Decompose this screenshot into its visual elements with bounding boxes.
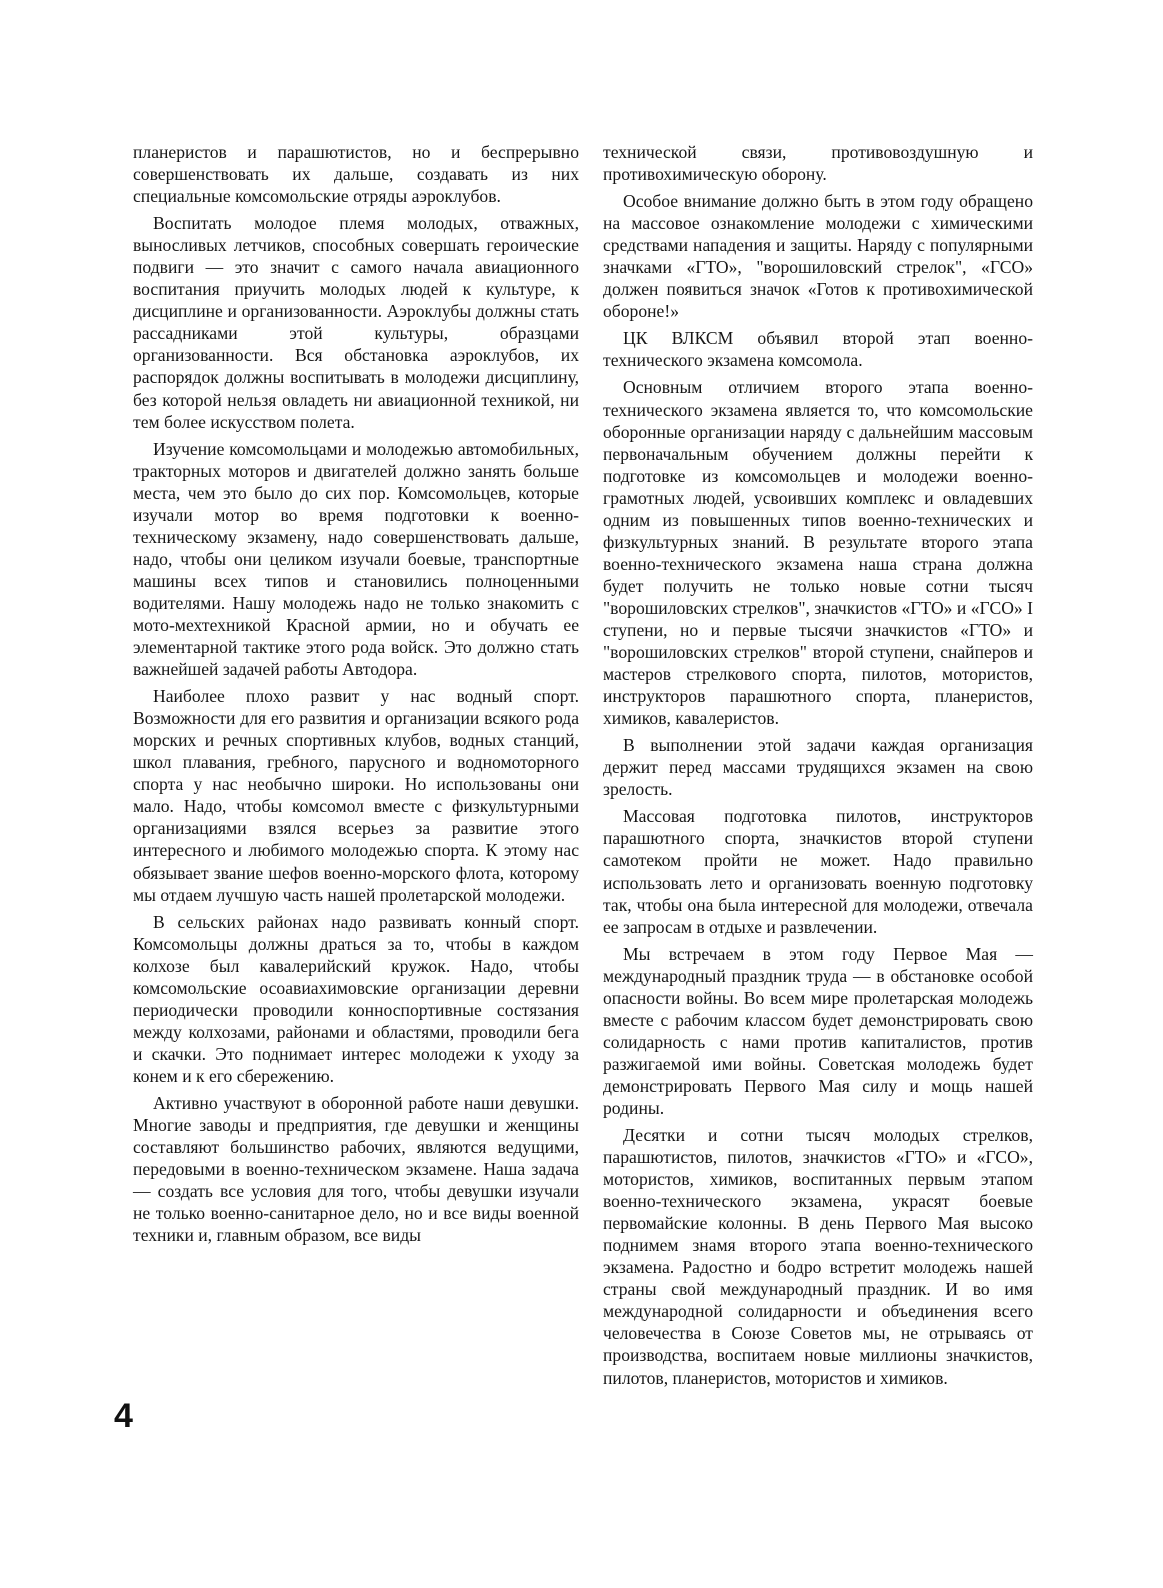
paragraph-continuation: технической связи, противовоздушную и противохимическую оборону. <box>603 142 1033 185</box>
paragraph-second-stage-announced: ЦК ВЛКСМ объявил второй этап военно-технического экзамена комсомола. <box>603 328 1033 371</box>
right-column <box>603 141 1033 1394</box>
paragraph-continued: планеристов и парашютистов, но и беспрерывно совершенствовать их дальше, создавать из них специальные комсомольские отряды аэроклубов. <box>133 142 579 207</box>
paragraph-aeroclub-discipline: Воспитать молодое племя молодых, отважных, выносливых летчиков, способных совершать героические подвиги — это значит с самого начала авиационного воспитания приучить молодых людей к культуре, к дисциплине и организованности. Аэроклубы должны стать рассадниками этой культуры, образцами организованности. Вся обстановка аэроклубов, их распорядок должны воспитывать в молодежи дисциплину, без которой нельзя овладеть ни авиационной техникой, ни тем более искусством полета. <box>133 213 579 432</box>
paragraph-may-day: Мы встречаем в этом году Первое Мая — международный праздник труда — в обстановке особой опасности войны. Во всем мире пролетарская молодежь вместе с рабочим классом будет демонстрировать свою солидарность с нами против капиталистов, против разжигаемой ими войны. Советская молодежь будет демонстрировать Первого Мая силу и мощь нашей родины. <box>603 943 1033 1118</box>
paragraph-second-stage-difference: Основным отличием второго этапа военно-технического экзамена является то, что комсомольские оборонные организации наряду с дальнейшим массовым первоначальным обучением должны перейти к подготовке из комсомольцев и молодежи военно-грамотных людей, усвоивших комплекс и овладевших одним из повышенных типов военно-технических и физкультурных знаний. В результате второго этапа военно-технического экзамена наша страна должна будет получить не только новые сотни тысяч "ворошиловских стрелков", значкистов «ГТО» и «ГСО» I ступени, но и первые тысячи значкистов «ГТО» и "ворошиловских стрелков" второй ступени, снайперов и мастеров стрелкового спорта, пилотов, мотористов, инструкторов парашютного спорта, планеристов, химиков, кавалеристов. <box>603 377 1033 729</box>
left-column <box>133 141 579 1251</box>
page-number: 4 <box>114 1397 133 1435</box>
paragraph-water-sport: Наиболее плохо развит у нас водный спорт. Возможности для его развития и организации всякого рода морских и речных спортивных клубов, водных станций, школ плавания, гребного, парусного и водномоторного спорта у нас необычно широки. Но использованы они мало. Надо, чтобы комсомол вместе с физкультурными организациями взялся всерьез за развитие этого интересного и любимого молодежью спорта. К этому нас обязывает звание шефов военно-морского флота, которому мы отдаем лучшую часть нашей пролетарской молодежи. <box>133 686 579 905</box>
paragraph-summer-training: Массовая подготовка пилотов, инструкторов парашютного спорта, значкистов второй ступени самотеком пройти не может. Надо правильно использовать лето и организовать военную подготовку так, чтобы она была интересной для молодежи, отвечала ее запросам в отдыхе и развлечении. <box>603 806 1033 937</box>
paragraph-conclusion: Десятки и сотни тысяч молодых стрелков, парашютистов, пилотов, значкистов «ГТО» и «ГСО», мотористов, химиков, воспитанных первым этапом военно-технического экзамена, украсят боевые первомайские колонны. В день Первого Мая высоко поднимем знамя второго этапа военно-технического экзамена. Радостно и бодро встретит молодежь нашей страны свой международный праздник. И во имя международной солидарности и объединения всего человечества в Союзе Советов мы, не отрываясь от производства, воспитаем новые миллионы значкистов, пилотов, планеристов, мотористов и химиков. <box>603 1125 1033 1388</box>
paragraph-chemical-defense: Особое внимание должно быть в этом году обращено на массовое ознакомление молодежи с химическими средствами нападения и защиты. Наряду с популярными значками «ГТО», "ворошиловский стрелок", «ГСО» должен появиться значок «Готов к противохимической обороне!» <box>603 191 1033 322</box>
paragraph-motor-study: Изучение комсомольцами и молодежью автомобильных, тракторных моторов и двигателей должно занять больше места, чем это было до сих пор. Комсомольцев, которые изучали мотор во время подготовки к военно-техническому экзамену, надо совершенствовать дальше, надо, чтобы они целиком изучали боевые, транспортные машины всех типов и становились полноценными водителями. Нашу молодежь надо не только знакомить с мото-мехтехникой Красной армии, но и обучать ее элементарной тактике этого рода войск. Это должно стать важнейшей задачей работы Автодора. <box>133 438 579 680</box>
paragraph-horse-sport: В сельских районах надо развивать конный спорт. Комсомольцы должны драться за то, чтобы в каждом колхозе был кавалерийский кружок. Надо, чтобы комсомольские осоавиахимовские организации деревни периодически проводили конноспортивные состязания между колхозами, районами и областями, проводили бега и скачки. Это поднимает интерес молодежи к уходу за конем и к его сбережению. <box>133 911 579 1086</box>
paragraph-maturity-exam: В выполнении этой задачи каждая организация держит перед массами трудящихся экзамен на свою зрелость. <box>603 735 1033 800</box>
paragraph-girls: Активно участвуют в оборонной работе наши девушки. Многие заводы и предприятия, где девушки и женщины составляют большинство рабочих, являются ведущими, передовыми в военно-техническом экзамене. Наша задача — создать все условия для того, чтобы девушки изучали не только военно-санитарное дело, но и все виды военной техники и, главным образом, все виды <box>133 1092 579 1246</box>
